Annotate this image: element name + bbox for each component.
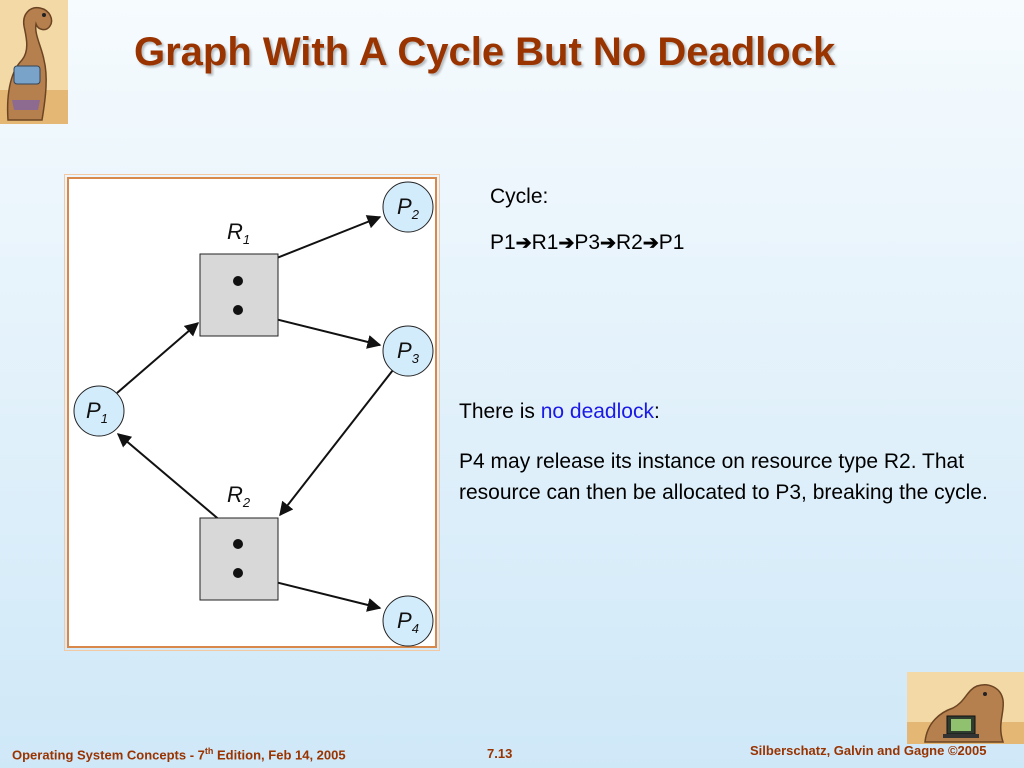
cycle-node: P3 (574, 231, 601, 254)
cycle-node: R2 (616, 231, 643, 254)
status-prefix: There is (459, 400, 541, 423)
svg-text:P2: $P_2$ (397, 194, 419, 222)
status-highlight: no deadlock (540, 400, 654, 423)
footer-copyright: Silberschatz, Galvin and Gagne ©2005 (750, 743, 987, 758)
footer-course-info: Operating System Concepts - 7th Edition, Feb 14, 2005 (12, 746, 346, 763)
resource-r2 (200, 482, 278, 600)
process-p1 (74, 386, 124, 436)
cycle-node: P1 (490, 231, 516, 254)
cycle-node: P1 (658, 231, 685, 254)
svg-text:P3: $P_3$ (397, 338, 419, 366)
explanation-paragraph: P4 may release its instance on resource type R2. That resource can then be allocated to P3, breaking the cycle. (459, 450, 988, 504)
r2-instance-2 (233, 568, 243, 578)
process-p4 (383, 596, 433, 646)
edge-r2-p1 (118, 434, 222, 522)
svg-text:R2: $R_2$ (227, 482, 251, 510)
edge-p3-r2 (280, 370, 393, 515)
footer-page-number: 7.13 (487, 746, 513, 761)
resource-allocation-graph (67, 177, 437, 648)
process-p2 (383, 182, 433, 232)
cycle-sequence (490, 231, 684, 255)
r1-instance-1 (233, 276, 243, 286)
edge-p1-r1 (117, 323, 198, 393)
svg-text:R1: $R_1$ (227, 219, 251, 247)
right-arrow-icon: ➔ (558, 233, 575, 254)
dinosaur-logo-icon (0, 0, 68, 124)
svg-text:P1: $P_1$ (86, 398, 108, 426)
r1-instance-2 (233, 305, 243, 315)
deadlock-status (459, 400, 660, 424)
right-arrow-icon: ➔ (600, 233, 616, 254)
right-arrow-icon: ➔ (515, 233, 532, 254)
slide-title: Graph With A Cycle But No Deadlock (134, 30, 836, 74)
resource-r1 (200, 219, 278, 336)
process-p3 (383, 326, 433, 376)
dinosaur-laptop-logo-icon (907, 672, 1024, 744)
svg-text:P4: $P_4$ (397, 608, 419, 636)
r2-instance-1 (233, 539, 243, 549)
cycle-label: Cycle: (490, 185, 549, 208)
right-arrow-icon: ➔ (642, 233, 659, 254)
cycle-node: R1 (531, 231, 559, 254)
status-suffix: : (653, 400, 660, 423)
